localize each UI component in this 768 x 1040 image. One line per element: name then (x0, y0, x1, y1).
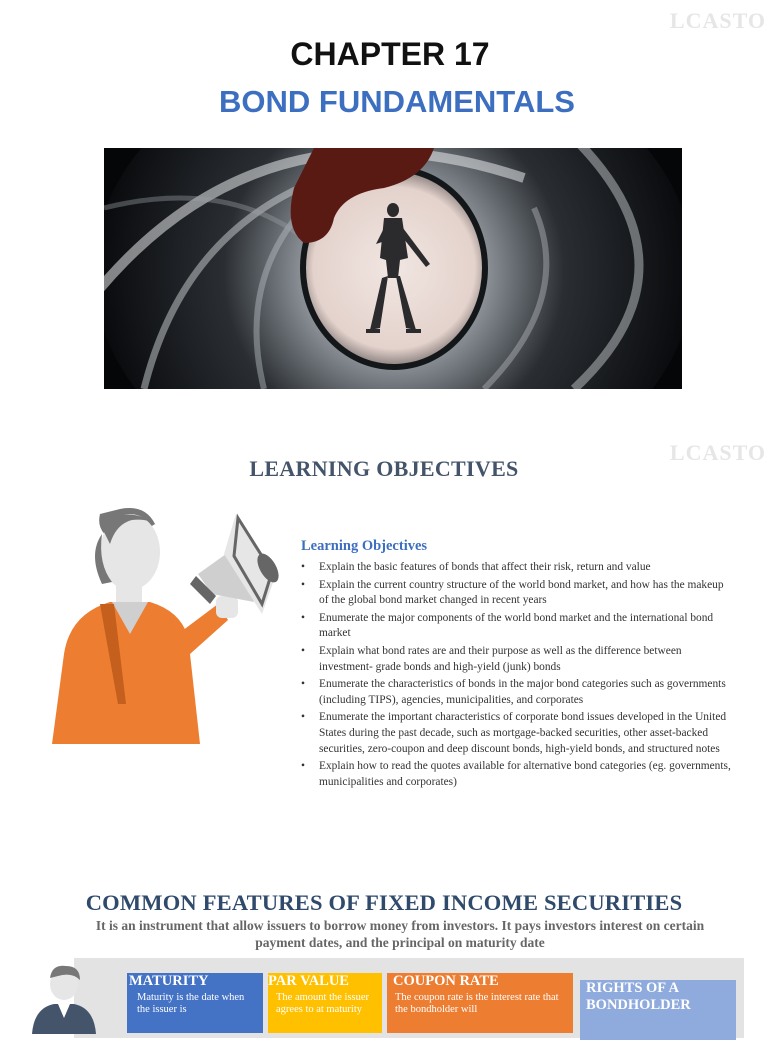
feature-card-maturity (127, 973, 263, 1033)
gun-barrel-illustration (104, 148, 682, 389)
feature-card-title: RIGHTS OF A BONDHOLDER (586, 980, 691, 1013)
slide-chapter-title (0, 0, 768, 410)
learning-objectives-heading: LEARNING OBJECTIVES (249, 456, 519, 481)
objective-item: • Explain the current country structure of the world bond market, and how has the makeup of the global bond market changed in recent years (301, 578, 735, 609)
feature-card-title: PAR VALUE (268, 973, 349, 989)
objective-item: • Explain what bond rates are and their purpose as well as the difference between investment- grade bonds and high-yield (junk) bonds (301, 644, 735, 675)
watermark: LCASTO (669, 440, 766, 465)
gun-barrel-image (104, 148, 682, 389)
slide-learning-objectives (0, 412, 768, 857)
feature-card-coupon-rate (387, 973, 573, 1033)
megaphone-person-illustration (40, 504, 290, 744)
learning-objectives-subheading: Learning Objectives (301, 538, 428, 554)
watermark: LCASTO (669, 8, 766, 33)
chapter-subtitle: BOND FUNDAMENTALS (219, 84, 575, 119)
slide-common-features (0, 880, 768, 1024)
feature-card-title: COUPON RATE (393, 973, 499, 989)
common-features-description: It is an instrument that allow issuers to borrow money from investors. It pays investors interest on certain payment dates, and the principal on maturity date (95, 918, 705, 950)
objectives-list (301, 560, 735, 792)
feature-card-text: The amount the issuer agrees to at maturity (276, 992, 370, 1015)
feature-card-rights-of-bondholder (580, 980, 736, 1040)
chapter-title: CHAPTER 17 (290, 36, 490, 72)
common-features-heading: COMMON FEATURES OF FIXED INCOME SECURITIES (85, 890, 683, 915)
objective-item: • Enumerate the important characteristics of corporate bond issues developed in the United States during the past decade, such as mortgage-backed securities, other asset-backed securities, zero-coupon and deep discount bonds, high-yield bonds, and structured notes (301, 710, 735, 757)
objective-item: • Explain the basic features of bonds that affect their risk, return and value (301, 560, 735, 576)
feature-card-text: Maturity is the date when the issuer is (137, 992, 245, 1015)
objective-item: • Enumerate the major components of the world bond market and the international bond market (301, 611, 735, 642)
feature-card-par-value (268, 973, 382, 1033)
objective-item: • Explain how to read the quotes available for alternative bond categories (eg. governments, municipalities and corporates) (301, 759, 735, 790)
objective-item: • Enumerate the characteristics of bonds in the major bond categories such as governments (including TIPS), agencies, municipalities, and corporates (301, 677, 735, 708)
feature-card-title: MATURITY (129, 973, 209, 989)
feature-card-text: The coupon rate is the interest rate that the bondholder will (395, 992, 559, 1015)
feature-card-text (580, 1014, 736, 1016)
